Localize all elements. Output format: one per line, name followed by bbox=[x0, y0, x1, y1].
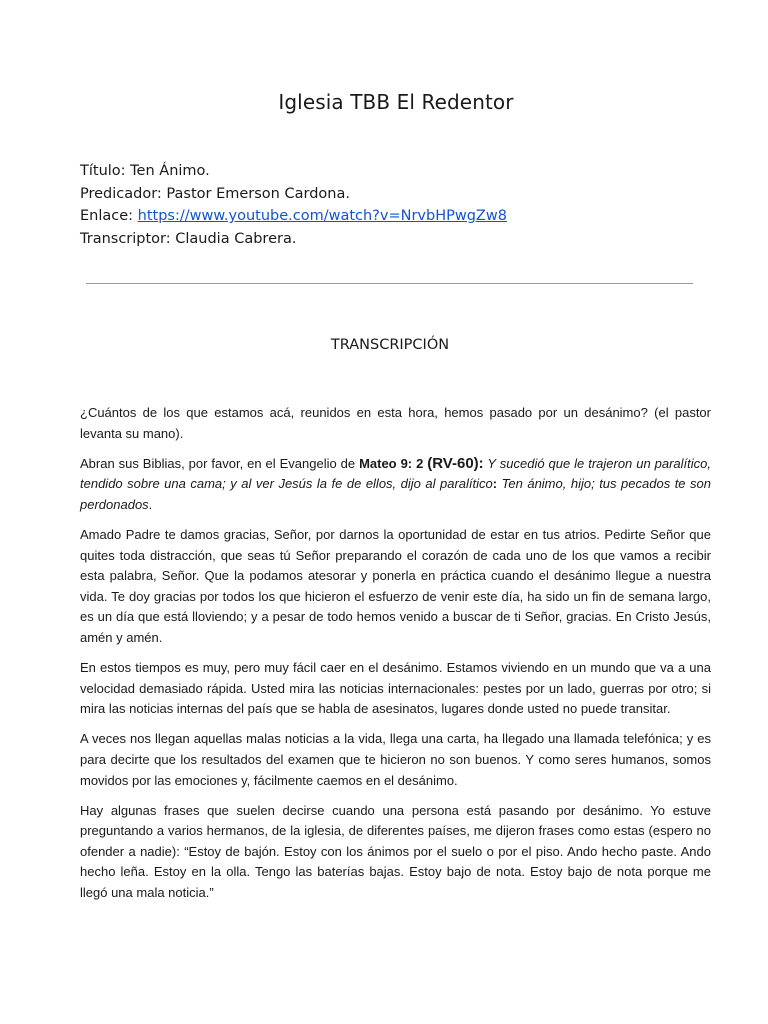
meta-preacher-row bbox=[80, 183, 700, 206]
meta-link-label: Enlace: bbox=[80, 208, 134, 224]
paragraph-4: En estos tiempos es muy, pero muy fácil caer en el desánimo. Estamos viviendo en un mundo que va a una velocidad demasiado rápida. Usted mira las noticias internacionales: pestes por un lado, guerras por otro; si mira las noticias internas del país que se habla de asesinatos, lugares donde usted no puede transitar. bbox=[80, 660, 711, 717]
transcript-body bbox=[80, 403, 711, 913]
paragraph-5: A veces nos llegan aquellas malas noticias a la vida, llega una carta, ha llegado una llamada telefónica; y es para decirte que los resultados del examen que te hicieron no son buenos. Y como seres humanos, somos movidos por las emociones y, fácilmente caemos en el desánimo. bbox=[80, 731, 711, 788]
meta-title-value: Ten Ánimo. bbox=[130, 163, 210, 179]
meta-transcriber-value: Claudia Cabrera. bbox=[175, 230, 297, 247]
verse-colon: : bbox=[492, 476, 498, 492]
meta-title-label: Título: bbox=[80, 163, 126, 179]
paragraph-2 bbox=[80, 454, 711, 516]
document-title: Iglesia TBB El Redentor bbox=[278, 90, 514, 114]
verse-quote-a: Y sucedió que le trajeron un paralítico, tendido sobre una cama; y al ver Jesús la fe de ellos, dijo al paralítico bbox=[80, 455, 711, 492]
paragraph-2-intro: Abran sus Biblias, por favor, en el Evangelio de bbox=[80, 455, 360, 471]
meta-transcriber-label: Transcriptor: bbox=[80, 230, 171, 247]
paragraph-2-end: . bbox=[148, 496, 153, 512]
paragraph-6: Hay algunas frases que suelen decirse cuando una persona está pasando por desánimo. Yo estuve preguntando a varios hermanos, de la iglesia, de diferentes países, me dijeron frases como estas (espero no ofender a nadie): “Estoy de bajón. Estoy con los ánimos por el suelo o por el piso. Ando hecho paste. Ando hecho leña. Estoy en la olla. Tengo las baterías bajas. Estoy bajo de nota. Estoy bajo de nota porque me llegó una mala noticia.” bbox=[80, 802, 711, 900]
meta-preacher-value: Pastor Emerson Cardona. bbox=[166, 185, 350, 202]
bible-reference: Mateo 9: 2 bbox=[359, 455, 428, 471]
horizontal-divider bbox=[86, 283, 693, 284]
paragraph-3: Amado Padre te damos gracias, Señor, por darnos la oportunidad de estar en tus atrios. Pedirte Señor que quites toda distracción, que seas tú Señor preparando el corazón de cada uno de los que vamos a recibir esta palabra, Señor. Que la podamos atesorar y ponerla en práctica cuando el desánimo llegue a nuestra vida. Te doy gracias por todos los que hicieron el esfuerzo de venir este día, ha sido un fin de semana largo, es un día que está lloviendo; y a pesar de todo hemos venido a buscar de ti Señor, gracias. En Cristo Jesús, amén y amén. bbox=[80, 526, 711, 645]
sermon-metadata bbox=[80, 160, 700, 250]
bible-version: (RV-60): bbox=[427, 454, 484, 472]
verse-quote-b: Ten ánimo, hijo; tus pecados te son perdonados bbox=[80, 476, 711, 512]
paragraph-1: ¿Cuántos de los que estamos acá, reunidos en esta hora, hemos pasado por un desánimo? (el pastor levanta su mano). bbox=[80, 405, 711, 441]
meta-preacher-label: Predicador: bbox=[80, 185, 162, 202]
meta-link-row bbox=[80, 205, 700, 228]
section-heading: TRANSCRIPCIÓN bbox=[330, 337, 450, 353]
meta-title-row bbox=[80, 160, 700, 183]
meta-transcriber-row bbox=[80, 228, 700, 251]
youtube-link[interactable]: https://www.youtube.com/watch?v=NrvbHPwgZw8 bbox=[137, 208, 507, 224]
